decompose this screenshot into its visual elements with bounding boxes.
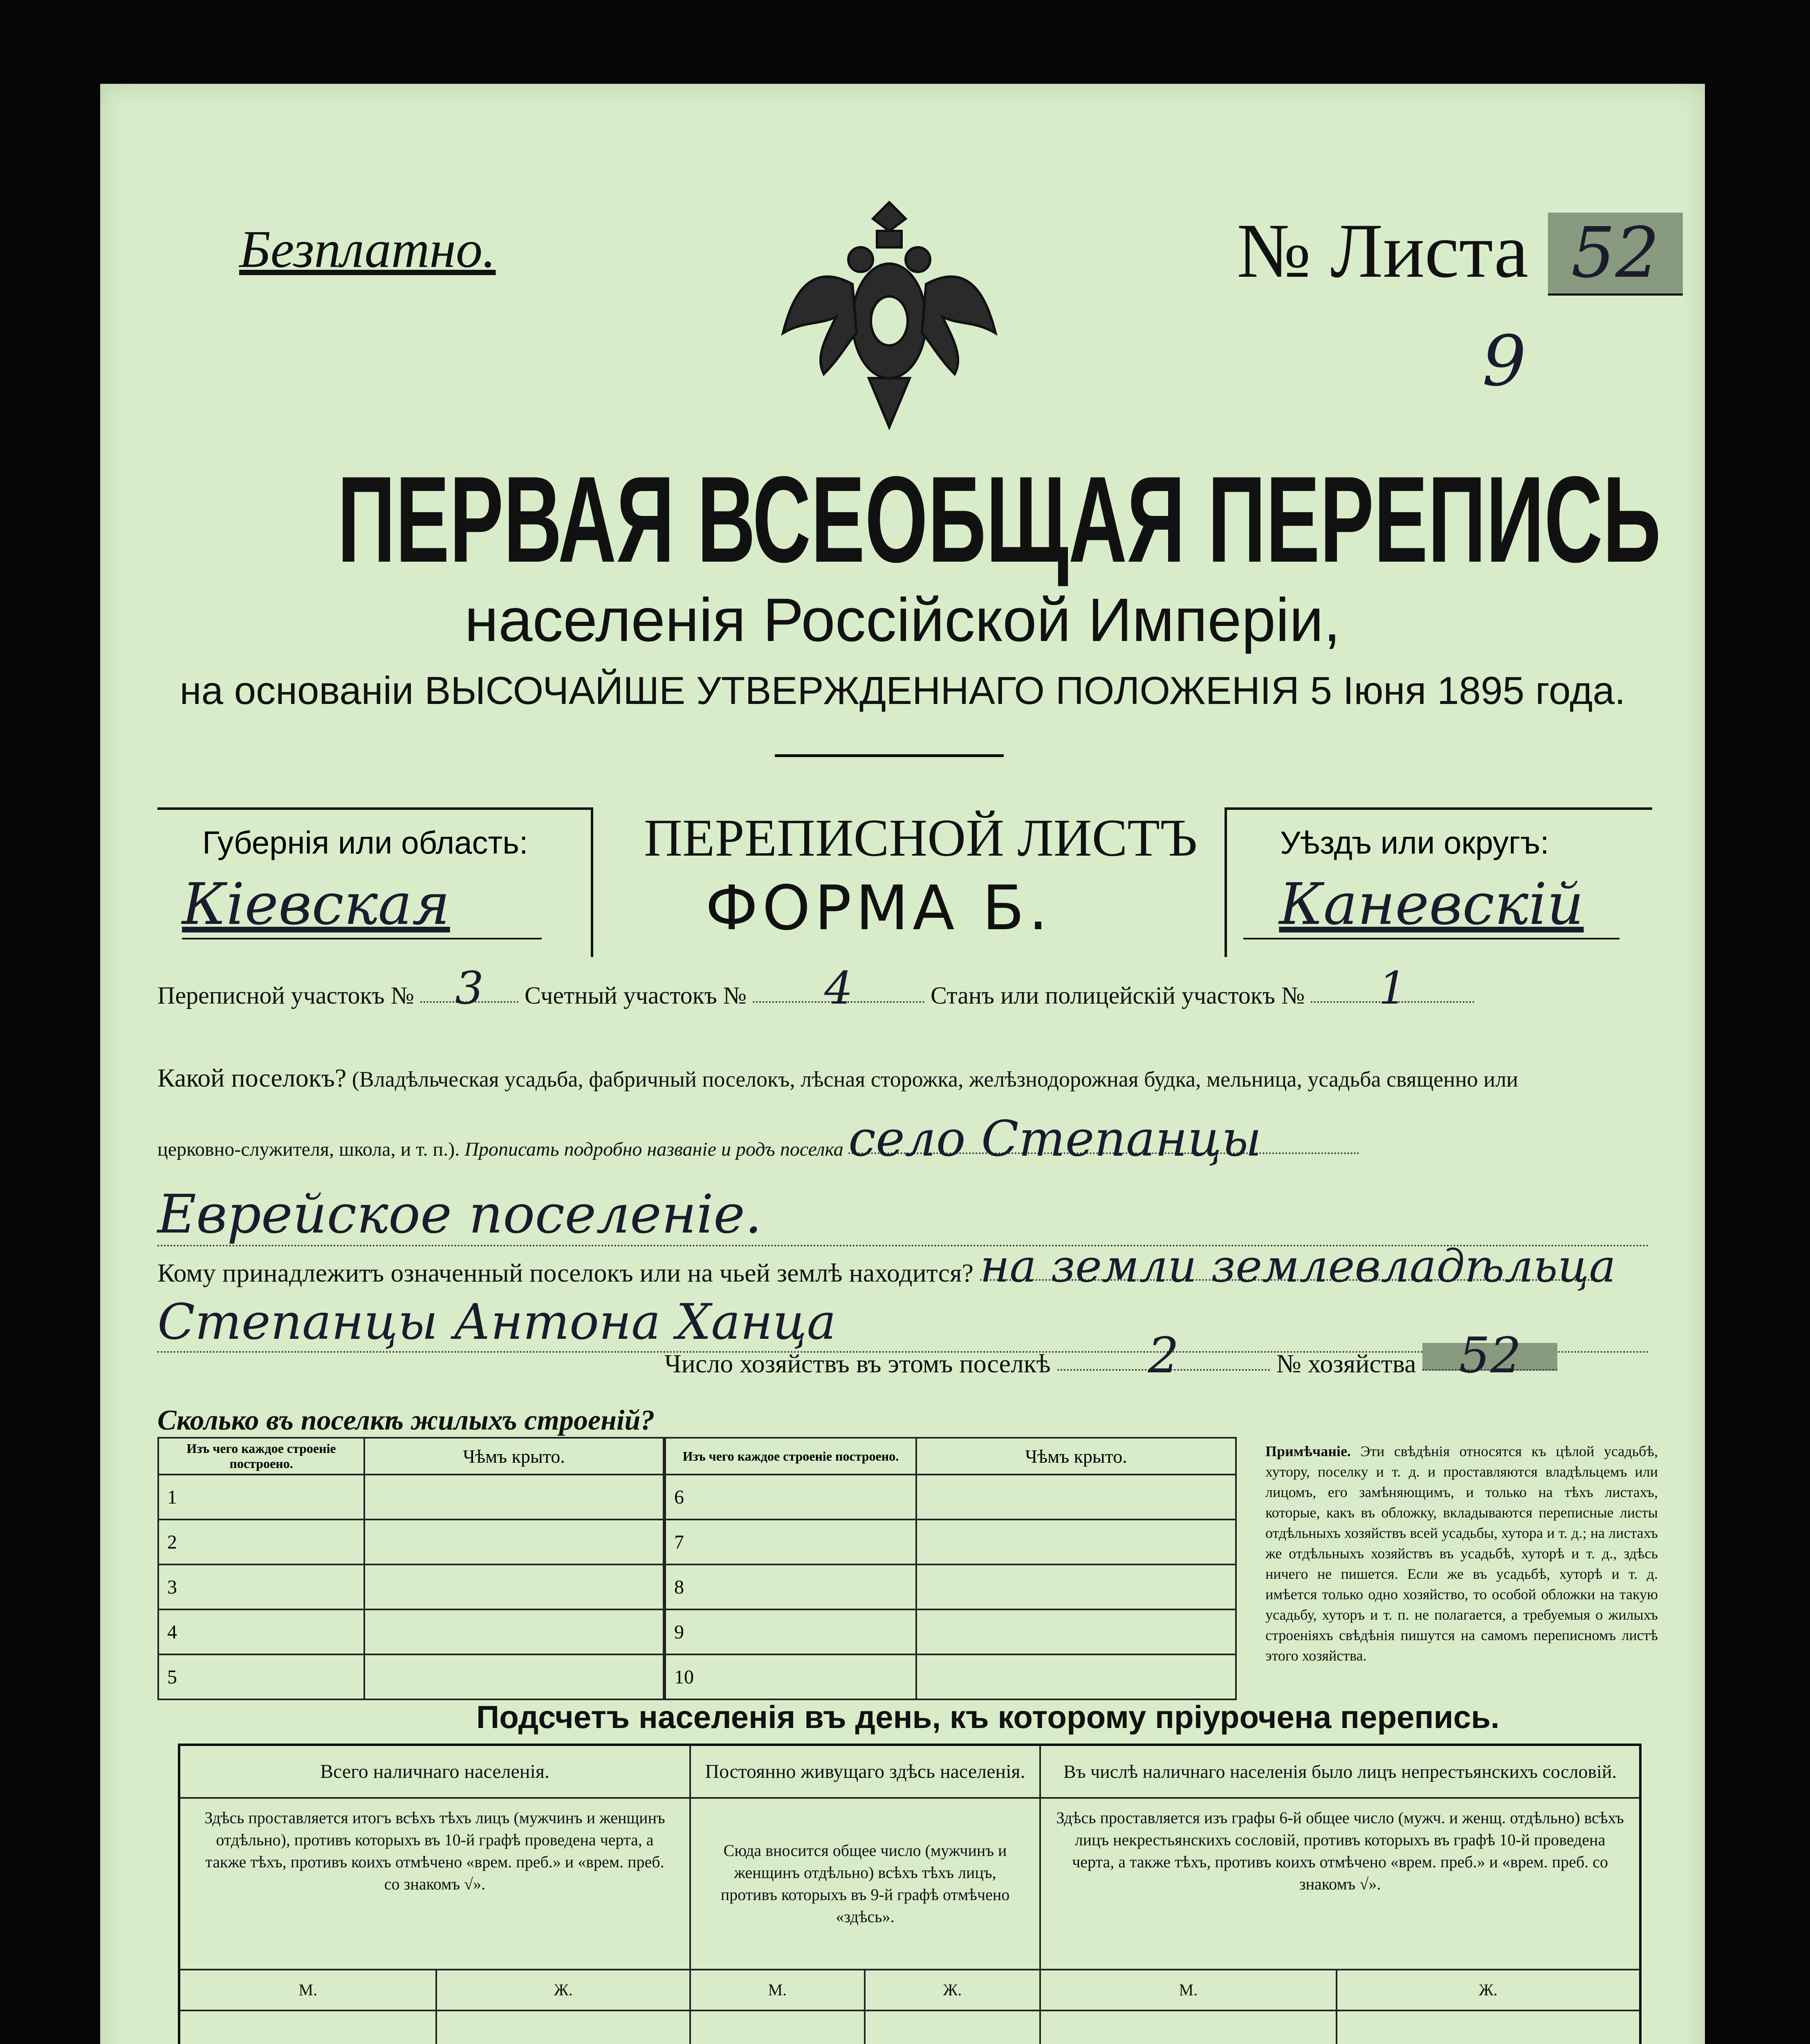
poselok-question-line — [157, 1065, 1650, 1092]
imperial-eagle-emblem — [775, 186, 1004, 448]
col-material-header: Изъ чего каждое строеніе построено. — [665, 1438, 916, 1475]
sheet-extra-mark: 9 — [1482, 321, 1527, 402]
poselok-hint: (Владѣльческая усадьба, фабричный поселокъ, лѣсная сторожка, желѣзнодорожная будка, мельница, усадьба священно или — [352, 1067, 1518, 1091]
building-row[interactable]: 1 — [158, 1475, 364, 1520]
households-label: Число хозяйствъ въ этомъ поселкѣ — [664, 1349, 1051, 1378]
note-block — [1265, 1441, 1658, 1666]
building-row[interactable]: 4 — [158, 1609, 364, 1654]
poselok-question: Какой поселокъ? — [157, 1063, 347, 1092]
roof-cell[interactable] — [916, 1475, 1236, 1520]
building-row[interactable]: 10 — [665, 1654, 916, 1699]
buildings-table-left — [157, 1437, 664, 1700]
m-header: М. — [1040, 1970, 1337, 2010]
population-count-table — [178, 1744, 1642, 2044]
roof-cell[interactable] — [916, 1564, 1236, 1609]
gubernia-box — [157, 807, 593, 957]
owner-question: Кому принадлежитъ означенный поселокъ или на чьей землѣ находится? — [157, 1258, 973, 1287]
title-divider — [775, 754, 1004, 757]
roof-cell[interactable] — [916, 1654, 1236, 1699]
zh-header: Ж. — [1337, 1970, 1640, 2010]
gubernia-value[interactable]: Кіевская — [182, 871, 542, 939]
sheet-number-value[interactable]: 52 — [1548, 213, 1683, 296]
zh-header: Ж. — [865, 1970, 1040, 2010]
form-name: ФОРМА Б. — [705, 873, 1052, 944]
schetny-label: Счетный участокъ № — [524, 982, 747, 1009]
poselok-value1[interactable]: село Степанцы — [848, 1126, 1359, 1154]
building-row[interactable]: 8 — [665, 1564, 916, 1609]
gubernia-label: Губернія или область: — [202, 825, 528, 861]
poselok-hint2: церковно-служителя, школа, и т. п.). — [157, 1139, 460, 1160]
col-roof-header: Чѣмъ крыто. — [364, 1438, 664, 1475]
col3-text: Здѣсь проставляется изъ графы 6-й общее число (мужч. и женщ. отдѣльно) всѣхъ лицъ некрестьянскихъ сословій, противъ которыхъ въ графѣ 10-й проведена черта, а также тѣхъ, противъ коихъ отмѣчено «врем. преб.» и «врем. преб. со знакомъ √». — [1040, 1798, 1640, 1970]
roof-cell[interactable] — [364, 1475, 664, 1520]
count-cell[interactable] — [1337, 2010, 1640, 2044]
poselok-instr: Прописать подробно названіе и родъ поселка — [464, 1139, 843, 1160]
building-row[interactable]: 7 — [665, 1520, 916, 1564]
building-row[interactable]: 6 — [665, 1475, 916, 1520]
sheet-number-label: № Листа — [1237, 208, 1529, 294]
form-list-title: ПЕРЕПИСНОЙ ЛИСТЪ — [644, 809, 1198, 867]
households-line — [664, 1327, 1654, 1384]
owner-line — [157, 1240, 1650, 1292]
stan-label: Станъ или полицейскій участокъ № — [931, 982, 1305, 1009]
col2-head: Постоянно живущаго здѣсь населенія. — [690, 1745, 1040, 1798]
owner-value2[interactable]: Степанцы Антона Ханца — [157, 1294, 1650, 1353]
count-cell[interactable] — [690, 2010, 865, 2044]
household-no-value[interactable]: 52 — [1422, 1343, 1557, 1371]
note-label: Примѣчаніе. — [1265, 1443, 1351, 1459]
district-line — [157, 962, 1650, 1014]
zh-header: Ж. — [436, 1970, 690, 2010]
building-row[interactable]: 9 — [665, 1609, 916, 1654]
census-sheet — [100, 84, 1705, 2044]
col-material-header: Изъ чего каждое строеніе построено. — [158, 1438, 364, 1475]
uezd-value[interactable]: Каневскій — [1243, 871, 1619, 939]
roof-cell[interactable] — [916, 1609, 1236, 1654]
poselok-hint2-line — [157, 1111, 1650, 1168]
building-row[interactable]: 5 — [158, 1654, 364, 1699]
building-row[interactable]: 2 — [158, 1520, 364, 1564]
roof-cell[interactable] — [364, 1564, 664, 1609]
col1-text: Здѣсь проставляется итогъ всѣхъ тѣхъ лицъ (мужчинъ и женщинъ отдѣльно), противъ которыхъ въ 10-й графѣ проведена черта, а также тѣхъ, противъ коихъ отмѣчено «врем. преб.» и «врем. преб. со знакомъ √». — [179, 1798, 690, 1970]
legal-basis: на основаніи ВЫСОЧАЙШЕ УТВЕРЖДЕННАГО ПОЛОЖЕНІЯ 5 Іюня 1895 года. — [179, 669, 1626, 713]
free-label: Безплатно. — [239, 220, 496, 279]
m-header: М. — [179, 1970, 436, 2010]
households-value[interactable]: 2 — [1057, 1343, 1270, 1371]
roof-cell[interactable] — [364, 1654, 664, 1699]
col1-head: Всего наличнаго населенія. — [179, 1745, 690, 1798]
note-text: Эти свѣдѣнія относятся къ цѣлой усадьбѣ, хутору, поселку и т. д. и проставляются владѣльцемъ или лицомъ, его замѣняющимъ, и только на тѣхъ листахъ, которые, какъ въ обложку, вкладываются переписные листы отдѣльныхъ хозяйствъ всей усадьбы, хутора и т. д.; на листахъ же отдѣльныхъ хозяйствъ въ усадьбѣ, хуторѣ и т. д., здѣсь ничего не пишется. Если же въ усадьбѣ, хуторѣ и т. д. имѣется только одно хозяйство, то особой обложки на такую усадьбу, хуторъ и т. п. не полагается, а требуемыя о жилыхъ строеніяхъ свѣдѣнія пишутся на самомъ переписномъ листѣ этого хозяйства. — [1265, 1443, 1658, 1664]
uezd-label: Уѣздъ или округъ: — [1280, 825, 1549, 861]
building-row[interactable]: 3 — [158, 1564, 364, 1609]
roof-cell[interactable] — [916, 1520, 1236, 1564]
count-title: Подсчетъ населенія въ день, къ которому пріурочена перепись. — [476, 1699, 1500, 1735]
owner-value1[interactable]: на земли землевладѣльца — [980, 1240, 1616, 1292]
main-title: ПЕРВАЯ ВСЕОБЩАЯ ПЕРЕПИСЬ — [337, 450, 1661, 588]
count-cell[interactable] — [1040, 2010, 1337, 2044]
count-cell[interactable] — [179, 2010, 436, 2044]
col-roof-header: Чѣмъ крыто. — [916, 1438, 1236, 1475]
poselok-value2[interactable]: Еврейское поселеніе. — [157, 1183, 1650, 1246]
col3-head: Въ числѣ наличнаго населенія было лицъ непрестьянскихъ сословій. — [1040, 1745, 1640, 1798]
roof-cell[interactable] — [364, 1520, 664, 1564]
m-header: М. — [690, 1970, 865, 2010]
roof-cell[interactable] — [364, 1609, 664, 1654]
count-cell[interactable] — [436, 2010, 690, 2044]
buildings-table-right — [664, 1437, 1237, 1700]
uezd-box — [1225, 807, 1652, 957]
stan-value[interactable]: 1 — [1311, 975, 1474, 1003]
subtitle: населенія Россійской Имперіи, — [464, 585, 1341, 654]
perepisnoy-value[interactable]: 3 — [420, 975, 518, 1003]
schetny-value[interactable]: 4 — [753, 975, 924, 1003]
count-cell[interactable] — [865, 2010, 1040, 2044]
col2-text: Сюда вносится общее число (мужчинъ и женщинъ отдѣльно) всѣхъ тѣхъ лицъ, противъ которыхъ въ 9-й графѣ отмѣчено «здѣсь». — [690, 1798, 1040, 1970]
perepisnoy-label: Переписной участокъ № — [157, 982, 414, 1009]
household-no-label: № хозяйства — [1276, 1349, 1416, 1378]
buildings-question: Сколько въ поселкѣ жилыхъ строеній? — [157, 1405, 655, 1436]
